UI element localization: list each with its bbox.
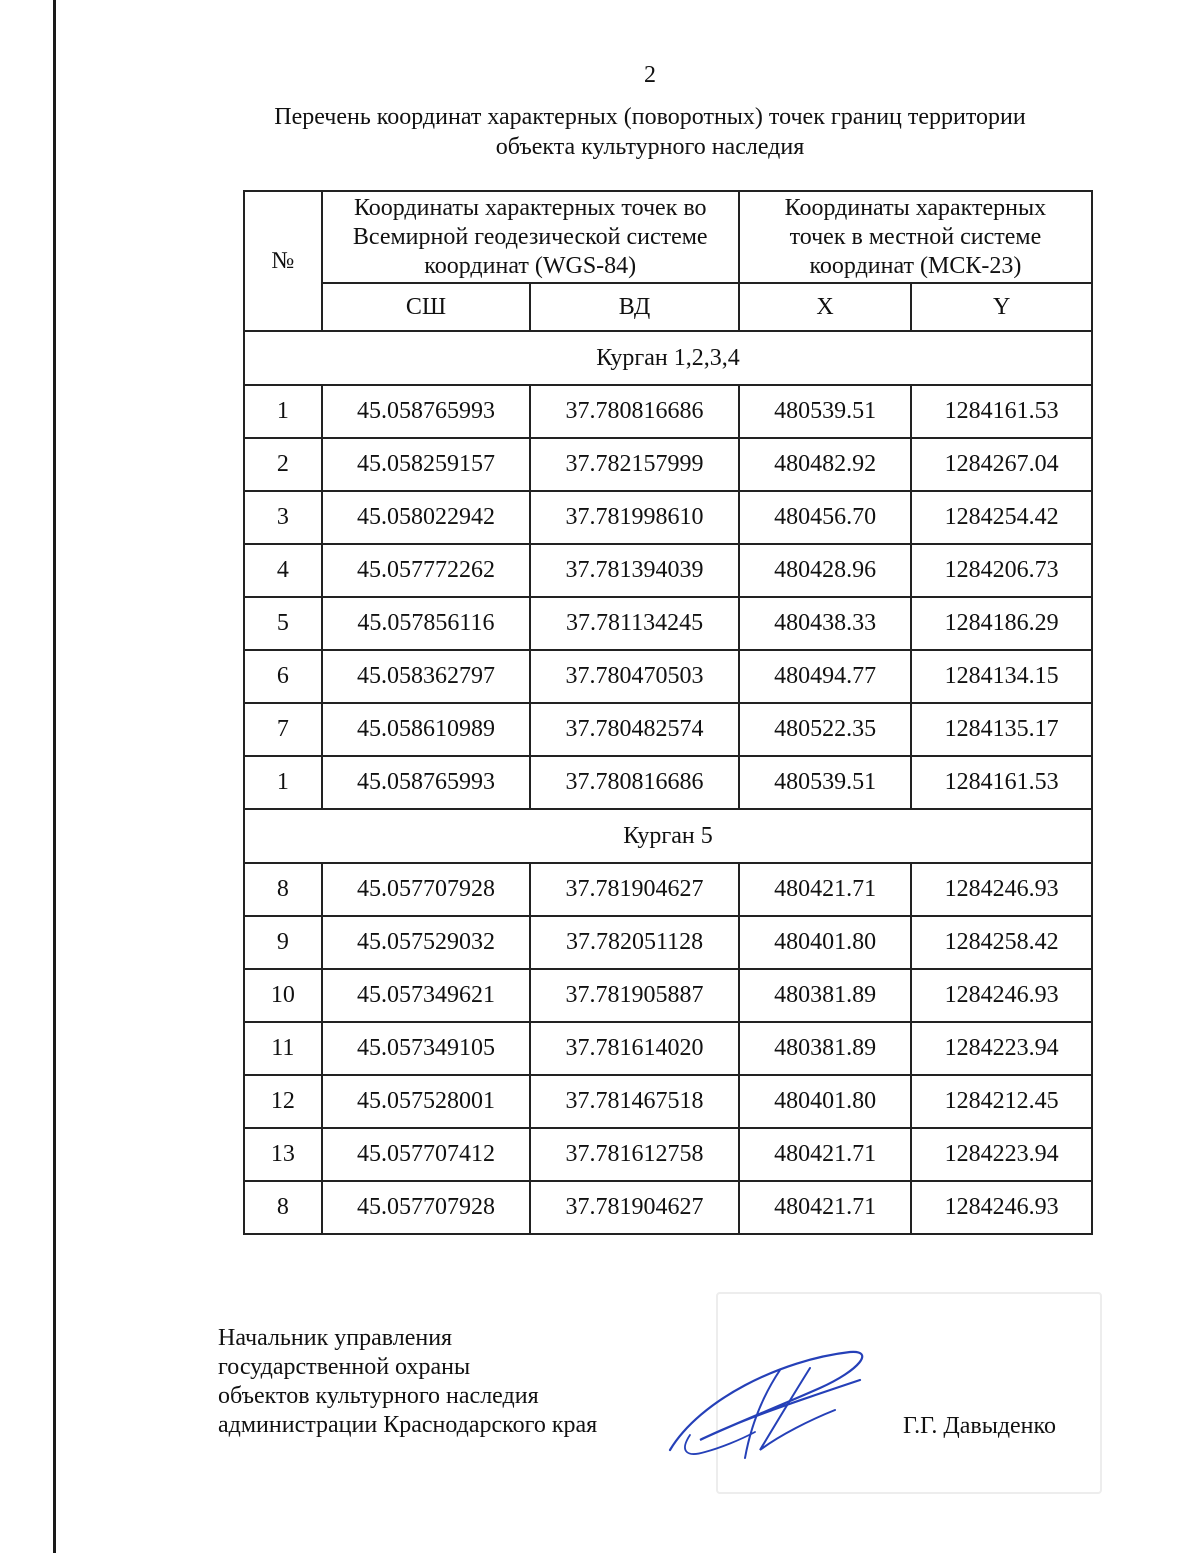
header-wgs-line: Координаты характерных точек во	[353, 194, 707, 221]
group-row	[244, 331, 1092, 385]
cell-lat: 45.058765993	[322, 385, 531, 438]
cell-x: 480401.80	[739, 1075, 912, 1128]
cell-n: 8	[244, 1181, 322, 1234]
cell-y: 1284267.04	[911, 438, 1092, 491]
cell-x: 480539.51	[739, 756, 912, 809]
signer-position-line: государственной охраны	[218, 1354, 471, 1380]
header-y: Y	[911, 283, 1092, 331]
cell-y: 1284206.73	[911, 544, 1092, 597]
cell-n: 1	[244, 385, 322, 438]
page-number: 2	[644, 62, 656, 88]
table-row	[244, 756, 1092, 809]
table-row	[244, 969, 1092, 1022]
cell-x: 480494.77	[739, 650, 912, 703]
cell-lat: 45.057772262	[322, 544, 531, 597]
cell-x: 480522.35	[739, 703, 912, 756]
document-title	[200, 102, 1100, 162]
cell-lon: 37.782157999	[530, 438, 739, 491]
signer-position-line: Начальник управления	[218, 1325, 453, 1351]
table-row	[244, 863, 1092, 916]
cell-y: 1284134.15	[911, 650, 1092, 703]
header-number: №	[244, 191, 322, 331]
cell-lat: 45.057528001	[322, 1075, 531, 1128]
cell-lon: 37.780470503	[530, 650, 739, 703]
cell-n: 3	[244, 491, 322, 544]
cell-n: 10	[244, 969, 322, 1022]
document-title-line: Перечень координат характерных (поворотных) точек границ территории	[274, 104, 1026, 130]
cell-y: 1284186.29	[911, 597, 1092, 650]
header-msk-group	[739, 191, 1092, 283]
cell-lat: 45.058362797	[322, 650, 531, 703]
table-row	[244, 1022, 1092, 1075]
cell-n: 5	[244, 597, 322, 650]
cell-lat: 45.058259157	[322, 438, 531, 491]
cell-lat: 45.057529032	[322, 916, 531, 969]
document-title-line: объекта культурного наследия	[495, 134, 805, 160]
cell-y: 1284212.45	[911, 1075, 1092, 1128]
cell-lon: 37.780482574	[530, 703, 739, 756]
cell-lon: 37.781904627	[530, 863, 739, 916]
cell-n: 11	[244, 1022, 322, 1075]
cell-y: 1284223.94	[911, 1022, 1092, 1075]
cell-lat: 45.058765993	[322, 756, 531, 809]
table-row	[244, 916, 1092, 969]
cell-x: 480482.92	[739, 438, 912, 491]
signature-block	[218, 1324, 597, 1440]
header-wgs-line: Всемирной геодезической системе	[352, 223, 708, 250]
coordinates-table	[243, 190, 1093, 1235]
cell-y: 1284246.93	[911, 1181, 1092, 1234]
table-row	[244, 597, 1092, 650]
cell-x: 480421.71	[739, 863, 912, 916]
table-row	[244, 1075, 1092, 1128]
group-title: Курган 5	[244, 809, 1092, 863]
table-header	[244, 191, 1092, 331]
cell-lat: 45.057856116	[322, 597, 531, 650]
group-title: Курган 1,2,3,4	[244, 331, 1092, 385]
cell-lon: 37.780816686	[530, 756, 739, 809]
cell-y: 1284161.53	[911, 385, 1092, 438]
cell-x: 480428.96	[739, 544, 912, 597]
cell-lat: 45.058022942	[322, 491, 531, 544]
cell-x: 480539.51	[739, 385, 912, 438]
header-wgs-line: координат (WGS-84)	[424, 252, 637, 279]
cell-lon: 37.781467518	[530, 1075, 739, 1128]
cell-x: 480381.89	[739, 969, 912, 1022]
table-row	[244, 1128, 1092, 1181]
header-lon: ВД	[530, 283, 739, 331]
cell-n: 13	[244, 1128, 322, 1181]
scan-edge	[53, 0, 56, 1553]
cell-x: 480401.80	[739, 916, 912, 969]
cell-x: 480421.71	[739, 1128, 912, 1181]
cell-n: 8	[244, 863, 322, 916]
group-row	[244, 809, 1092, 863]
cell-lon: 37.782051128	[530, 916, 739, 969]
signer-position-line: объектов культурного наследия	[218, 1383, 539, 1409]
cell-n: 2	[244, 438, 322, 491]
cell-n: 1	[244, 756, 322, 809]
cell-lon: 37.781614020	[530, 1022, 739, 1075]
cell-n: 7	[244, 703, 322, 756]
table-row	[244, 491, 1092, 544]
cell-lon: 37.781904627	[530, 1181, 739, 1234]
cell-lon: 37.781998610	[530, 491, 739, 544]
cell-lon: 37.781612758	[530, 1128, 739, 1181]
header-lat: СШ	[322, 283, 531, 331]
table-row	[244, 703, 1092, 756]
header-msk-line: точек в местной системе	[789, 223, 1042, 250]
table-row	[244, 385, 1092, 438]
cell-y: 1284223.94	[911, 1128, 1092, 1181]
cell-y: 1284246.93	[911, 863, 1092, 916]
signer-name: Г.Г. Давыденко	[903, 1413, 1056, 1439]
table-body	[244, 331, 1092, 1234]
cell-y: 1284161.53	[911, 756, 1092, 809]
cell-x: 480456.70	[739, 491, 912, 544]
cell-y: 1284135.17	[911, 703, 1092, 756]
cell-n: 6	[244, 650, 322, 703]
cell-lat: 45.058610989	[322, 703, 531, 756]
cell-lon: 37.780816686	[530, 385, 739, 438]
cell-n: 4	[244, 544, 322, 597]
cell-n: 9	[244, 916, 322, 969]
cell-lat: 45.057707928	[322, 1181, 531, 1234]
cell-y: 1284254.42	[911, 491, 1092, 544]
table-row	[244, 1181, 1092, 1234]
header-msk-line: Координаты характерных	[784, 194, 1047, 221]
cell-lat: 45.057349105	[322, 1022, 531, 1075]
cell-x: 480438.33	[739, 597, 912, 650]
signer-position-line: администрации Краснодарского края	[218, 1412, 598, 1438]
cell-x: 480381.89	[739, 1022, 912, 1075]
cell-lon: 37.781905887	[530, 969, 739, 1022]
cell-y: 1284258.42	[911, 916, 1092, 969]
cell-lon: 37.781134245	[530, 597, 739, 650]
cell-lon: 37.781394039	[530, 544, 739, 597]
header-wgs-group	[322, 191, 739, 283]
cell-n: 12	[244, 1075, 322, 1128]
table-row	[244, 438, 1092, 491]
table-row	[244, 544, 1092, 597]
cell-x: 480421.71	[739, 1181, 912, 1234]
handwritten-signature	[660, 1340, 890, 1470]
cell-lat: 45.057349621	[322, 969, 531, 1022]
cell-y: 1284246.93	[911, 969, 1092, 1022]
cell-lat: 45.057707928	[322, 863, 531, 916]
table-row	[244, 650, 1092, 703]
cell-lat: 45.057707412	[322, 1128, 531, 1181]
header-x: X	[739, 283, 912, 331]
header-msk-line: координат (МСК-23)	[809, 252, 1022, 279]
